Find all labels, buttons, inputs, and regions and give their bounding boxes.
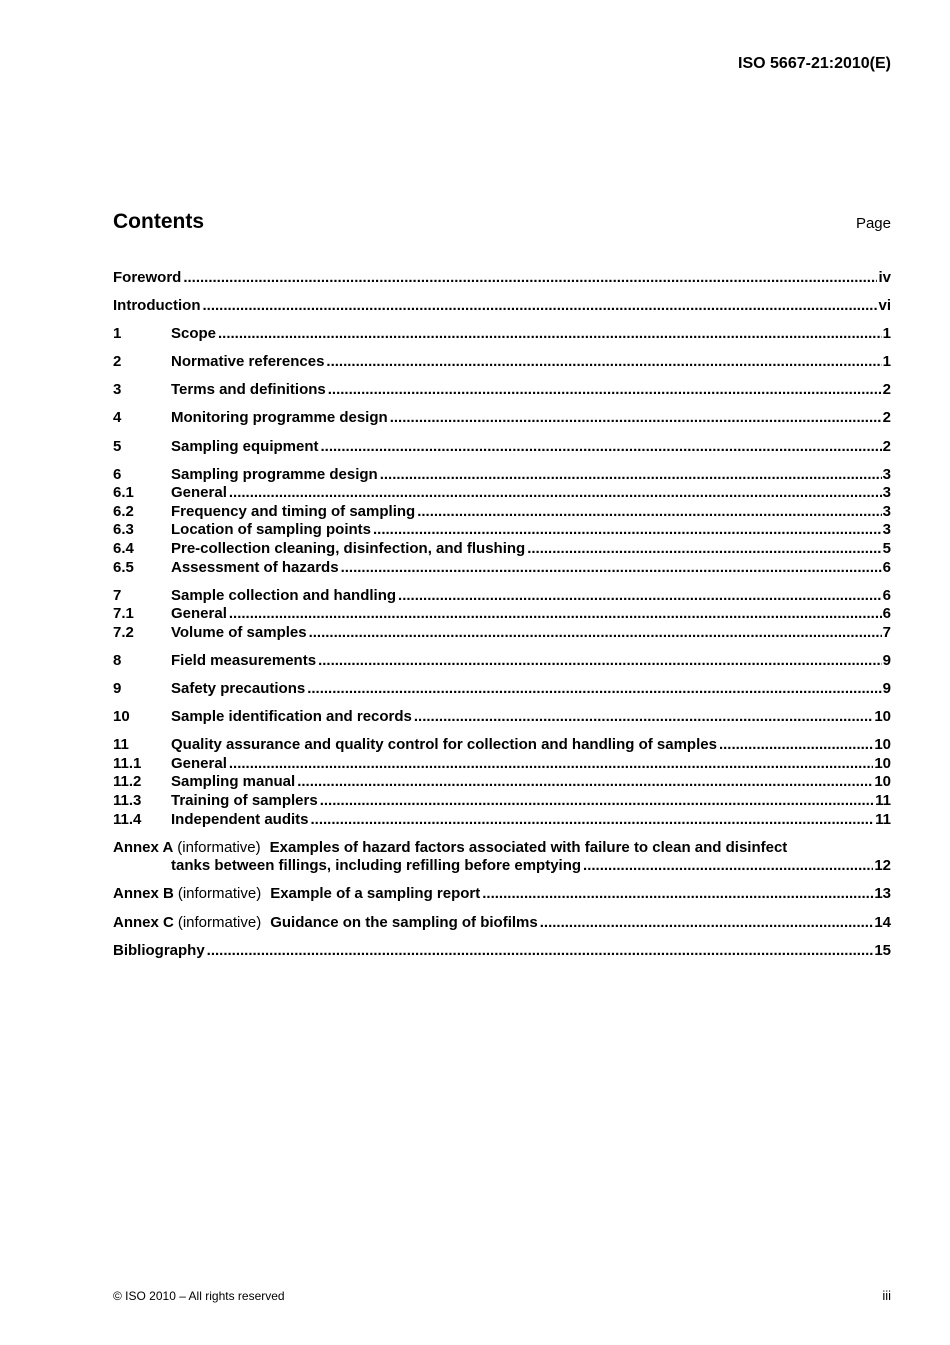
toc-entry[interactable] — [113, 466, 891, 485]
toc-entry-page: 2 — [882, 437, 891, 455]
toc-annex[interactable] — [113, 839, 891, 876]
toc-group — [113, 438, 891, 457]
annex-title: Guidance on the sampling of biofilms — [270, 913, 538, 931]
annex-note: (informative) — [177, 885, 262, 903]
toc-entry[interactable] — [113, 438, 891, 457]
toc-group — [113, 381, 891, 400]
dot-leader — [309, 624, 882, 643]
toc-entry[interactable] — [113, 381, 891, 400]
annex-label: Annex A — [113, 838, 174, 856]
toc-entry-number: 11.3 — [113, 792, 142, 810]
toc-entry[interactable] — [113, 652, 891, 671]
contents-title: Contents — [113, 210, 204, 233]
toc-entry[interactable] — [113, 484, 891, 503]
toc-group — [113, 736, 891, 829]
toc-entry-number: 2 — [113, 353, 122, 371]
toc-group — [113, 680, 891, 699]
toc-entry-page: 1 — [882, 353, 891, 371]
toc-entry[interactable] — [113, 409, 891, 428]
dot-leader — [229, 755, 873, 774]
toc-entry[interactable] — [113, 540, 891, 559]
toc-entry[interactable] — [113, 605, 891, 624]
dot-leader — [229, 605, 882, 624]
dot-leader — [583, 857, 873, 876]
annex-page: 12 — [874, 857, 891, 875]
toc-entry-page: vi — [878, 297, 891, 315]
toc-entry-number: 9 — [113, 680, 122, 698]
toc-entry-title: Bibliography — [113, 941, 205, 959]
toc-entry-title: Quality assurance and quality control for collection and handling of samples — [171, 736, 717, 754]
toc-entry-title: General — [171, 605, 227, 623]
page-column-label: Page — [855, 215, 891, 232]
toc-entry[interactable] — [113, 325, 891, 344]
dot-leader — [719, 736, 873, 755]
toc-entry-title: Frequency and timing of sampling — [171, 502, 416, 520]
annex-title: Example of a sampling report — [270, 885, 481, 903]
dot-leader — [328, 381, 882, 400]
toc-group — [113, 297, 891, 316]
toc-group — [113, 652, 891, 671]
toc-entry-page: 3 — [882, 502, 891, 520]
toc-entry[interactable] — [113, 736, 891, 755]
toc-entry-title: Normative references — [171, 353, 325, 371]
dot-leader — [414, 708, 873, 727]
dot-leader — [311, 811, 875, 830]
toc-entry-title: General — [171, 754, 227, 772]
toc-entry-page: 1 — [882, 325, 891, 343]
toc-annex[interactable] — [113, 914, 891, 933]
toc-entry[interactable] — [113, 269, 891, 288]
toc-entry-number: 4 — [113, 409, 122, 427]
toc-entry-number: 6.5 — [113, 558, 134, 576]
dot-leader — [390, 409, 882, 428]
table-of-contents — [113, 269, 891, 970]
dot-leader — [320, 792, 874, 811]
toc-entry-page: 2 — [882, 381, 891, 399]
toc-entry-number: 8 — [113, 652, 122, 669]
toc-entry-page: 5 — [882, 540, 891, 558]
toc-entry-number: 6.1 — [113, 484, 134, 502]
toc-entry-title: Scope — [171, 325, 217, 343]
annex-note: (informative) — [177, 838, 261, 856]
toc-entry-page: 10 — [874, 754, 891, 772]
annex-label: Annex B — [113, 885, 174, 903]
toc-entry[interactable] — [113, 587, 891, 606]
toc-entry-page: 9 — [882, 652, 891, 669]
toc-entry[interactable] — [113, 942, 891, 961]
toc-group — [113, 325, 891, 344]
toc-entry[interactable] — [113, 680, 891, 699]
dot-leader — [218, 325, 882, 344]
annex-note: (informative) — [177, 913, 262, 931]
toc-entry-number: 11.4 — [113, 810, 142, 828]
toc-entry-title: Volume of samples — [171, 623, 307, 641]
toc-entry-title: Sample identification and records — [171, 708, 412, 726]
annex-title: Examples of hazard factors associated with failure to clean and disinfect — [269, 838, 788, 856]
toc-entry-page: 3 — [882, 484, 891, 502]
toc-entry-title: Field measurements — [171, 652, 317, 669]
toc-entry[interactable] — [113, 521, 891, 540]
toc-entry[interactable] — [113, 755, 891, 774]
toc-entry-page: 7 — [882, 623, 891, 641]
toc-entry-number: 7.1 — [113, 605, 134, 623]
toc-entry-number: 6 — [113, 465, 122, 483]
toc-entry[interactable] — [113, 811, 891, 830]
toc-entry-page: 11 — [875, 810, 891, 828]
dot-leader — [482, 885, 873, 904]
toc-entry-title: Location of sampling points — [171, 521, 371, 539]
dot-leader — [229, 484, 882, 503]
toc-entry-page: iv — [878, 269, 891, 286]
toc-entry-title: Assessment of hazards — [171, 558, 339, 576]
toc-entry[interactable] — [113, 708, 891, 727]
toc-entry-page: 3 — [882, 465, 891, 483]
toc-annex[interactable] — [113, 885, 891, 904]
dot-leader — [321, 438, 882, 457]
dot-leader — [318, 652, 882, 671]
dot-leader — [202, 297, 877, 316]
toc-entry-number: 7.2 — [113, 623, 134, 641]
annex-title-continued: tanks between fillings, including refilling before emptying — [171, 857, 582, 875]
dot-leader — [207, 942, 874, 961]
dot-leader — [398, 587, 882, 606]
toc-entry-title: General — [171, 484, 227, 502]
toc-entry-page: 6 — [882, 605, 891, 623]
toc-entry-page: 15 — [874, 941, 891, 959]
toc-entry-page: 10 — [874, 736, 891, 754]
toc-entry-title: Monitoring programme design — [171, 409, 388, 427]
toc-entry[interactable] — [113, 297, 891, 316]
toc-entry[interactable] — [113, 792, 891, 811]
toc-entry-number: 6.4 — [113, 540, 134, 558]
toc-group — [113, 587, 891, 643]
toc-group — [113, 708, 891, 727]
toc-group — [113, 466, 891, 578]
toc-entry-title: Safety precautions — [171, 680, 306, 698]
toc-entry-number: 11.2 — [113, 773, 142, 791]
toc-bibliography — [113, 942, 891, 961]
toc-group — [113, 409, 891, 428]
toc-entry[interactable] — [113, 353, 891, 372]
toc-entry-number: 11 — [113, 736, 129, 754]
toc-group — [113, 353, 891, 372]
toc-entry[interactable] — [113, 559, 891, 578]
toc-entry-page: 10 — [874, 773, 891, 791]
dot-leader — [326, 353, 881, 372]
annex-label: Annex C — [113, 913, 174, 931]
toc-entry-number: 3 — [113, 381, 122, 399]
toc-entry-number: 1 — [113, 325, 122, 343]
toc-entry-title: Introduction — [113, 297, 201, 315]
document-id: ISO 5667-21:2010(E) — [738, 55, 891, 72]
toc-entry-page: 2 — [882, 409, 891, 427]
dot-leader — [373, 521, 882, 540]
toc-entry-number: 7 — [113, 586, 122, 604]
dot-leader — [297, 773, 873, 792]
toc-entry-number: 5 — [113, 437, 122, 455]
toc-entry-title: Terms and definitions — [171, 381, 326, 399]
toc-entry-title: Independent audits — [171, 810, 309, 828]
dot-leader — [380, 466, 882, 485]
toc-entry-title: Sampling equipment — [171, 437, 319, 455]
toc-entry-title: Pre-collection cleaning, disinfection, and flushing — [171, 540, 526, 558]
toc-entry-title: Sample collection and handling — [171, 586, 397, 604]
toc-entry-page: 6 — [882, 558, 891, 576]
dot-leader — [341, 559, 882, 578]
toc-entry-title: Sampling programme design — [171, 465, 378, 483]
toc-entry-page: 6 — [882, 586, 891, 604]
toc-entry-number: 6.3 — [113, 521, 134, 539]
toc-entry-page: 10 — [874, 708, 891, 726]
toc-group — [113, 269, 891, 288]
dot-leader — [527, 540, 881, 559]
footer-page-number: iii — [882, 1288, 891, 1303]
toc-entry-page: 9 — [882, 680, 891, 698]
dot-leader — [540, 914, 874, 933]
dot-leader — [417, 503, 881, 522]
toc-entry[interactable] — [113, 773, 891, 792]
toc-entry[interactable] — [113, 503, 891, 522]
toc-entry-title: Foreword — [113, 269, 182, 286]
toc-entry-number: 11.1 — [113, 754, 142, 772]
annex-page: 14 — [874, 913, 891, 931]
toc-entry-page: 3 — [882, 521, 891, 539]
footer-copyright: © ISO 2010 – All rights reserved — [113, 1289, 285, 1303]
toc-entry[interactable] — [113, 624, 891, 643]
toc-entry-number: 6.2 — [113, 502, 134, 520]
toc-entry-title: Sampling manual — [171, 773, 296, 791]
toc-entry-page: 11 — [875, 792, 891, 810]
dot-leader — [183, 269, 877, 288]
annex-page: 13 — [874, 885, 891, 903]
toc-entry-number: 10 — [113, 708, 130, 726]
toc-entry-title: Training of samplers — [171, 792, 318, 810]
dot-leader — [307, 680, 881, 699]
